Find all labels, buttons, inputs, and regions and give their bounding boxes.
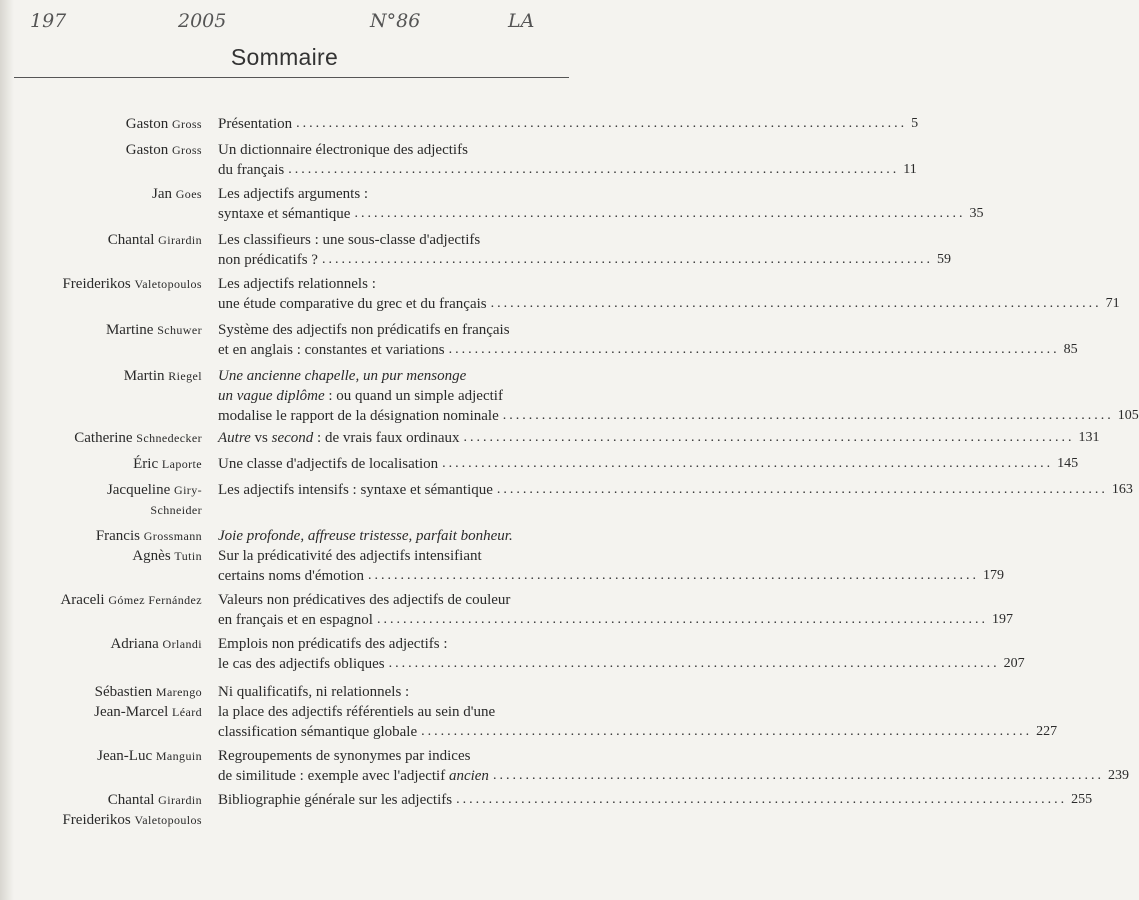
dot-leader-dots: ..............................................................................................	[456, 792, 1068, 807]
dot-leader-dots: ..............................................................................................	[388, 656, 1000, 671]
toc-article	[218, 428, 1100, 448]
article-title-line	[218, 428, 1100, 448]
toc-authors	[96, 526, 202, 566]
author-last-name: Riegel	[168, 369, 202, 383]
author-last-name: Tutin	[174, 549, 202, 563]
toc-article	[218, 590, 1013, 630]
author-name	[62, 790, 202, 810]
toc-article	[218, 454, 1079, 474]
article-title-text: modalise le rapport de la désignation nominale	[218, 408, 499, 424]
author-first-name: Catherine	[74, 430, 133, 446]
author-first-name: Gaston	[125, 142, 169, 158]
author-first-name: Martin	[123, 368, 165, 384]
author-name	[97, 746, 202, 766]
author-first-name: Araceli	[60, 592, 105, 608]
toc-authors	[62, 790, 202, 830]
author-last-name: Goes	[175, 187, 202, 201]
author-last-name: Valetopoulos	[134, 813, 202, 827]
author-first-name: Jean-Marcel	[94, 704, 169, 720]
article-title-text: le cas des adjectifs obliques	[218, 656, 385, 672]
toc-article	[218, 184, 984, 224]
article-title-text: Ni qualificatifs, ni relationnels :	[218, 684, 410, 700]
author-first-name: Chantal	[107, 232, 155, 248]
article-title-text: Les adjectifs arguments :	[218, 186, 369, 202]
article-title-text: la place des adjectifs référentiels au sein d'une	[218, 704, 496, 720]
author-name	[133, 454, 202, 474]
toc-authors	[133, 454, 202, 474]
article-title-line	[218, 480, 1133, 500]
article-title-line	[218, 114, 919, 134]
article-title-line	[218, 454, 1079, 474]
author-last-name: Schnedecker	[136, 431, 202, 445]
toc-article	[218, 140, 917, 180]
author-name	[107, 480, 202, 500]
author-name	[126, 114, 202, 134]
toc-authors	[152, 184, 202, 204]
dot-leader-dots: ..............................................................................................	[354, 206, 966, 221]
article-title-text: syntaxe et sémantique	[218, 206, 351, 222]
article-title-text: Joie profonde, affreuse tristesse, parfait bonheur.	[218, 528, 513, 544]
author-name	[110, 634, 202, 654]
article-title-text: en français et en espagnol	[218, 612, 373, 628]
author-first-name: Gaston	[125, 116, 169, 132]
title-rule	[14, 77, 569, 78]
article-title-line	[218, 682, 530, 702]
author-last-name: Girardin	[158, 233, 202, 247]
dot-leader-dots: ..............................................................................................	[296, 116, 908, 131]
page-title: Sommaire	[230, 44, 339, 70]
page-number: 131	[1078, 430, 1100, 445]
author-first-name: Jean-Luc	[97, 748, 153, 764]
author-name	[74, 428, 202, 448]
article-title-line	[218, 160, 917, 180]
author-name	[60, 590, 202, 610]
toc-article	[218, 526, 1005, 586]
article-title-line	[218, 320, 530, 340]
toc-authors	[74, 428, 202, 448]
author-last-name: Schneider	[150, 503, 202, 517]
dot-leader	[489, 766, 1108, 786]
dot-leader-dots: ..............................................................................................	[376, 612, 988, 627]
article-title-line	[218, 702, 530, 722]
author-name	[96, 526, 202, 546]
author-name	[106, 320, 202, 340]
author-first-name: Freiderikos	[62, 812, 131, 828]
article-title-line	[218, 140, 530, 160]
toc-article	[218, 634, 1025, 674]
author-first-name: Agnès	[132, 548, 171, 564]
toc-authors	[94, 682, 202, 722]
author-name	[62, 810, 202, 830]
dot-leader-dots: ..............................................................................................	[321, 252, 933, 267]
author-name	[96, 546, 202, 566]
article-title-line	[218, 590, 530, 610]
dot-leader-dots: ..............................................................................................	[421, 724, 1033, 739]
toc-authors	[126, 140, 202, 160]
article-title-text: non prédicatifs ?	[218, 252, 318, 268]
article-title-text: Une classe d'adjectifs de localisation	[218, 456, 439, 472]
author-last-name: Valetopoulos	[134, 277, 202, 291]
author-name	[62, 274, 202, 294]
dot-leader	[460, 428, 1079, 448]
toc-article	[218, 366, 1139, 426]
article-title-line	[218, 566, 1005, 586]
toc-article	[218, 274, 1120, 314]
toc-authors	[60, 590, 202, 610]
toc-article	[218, 480, 1133, 500]
article-title-text: Bibliographie générale sur les adjectifs	[218, 792, 453, 808]
article-title-text: certains noms d'émotion	[218, 568, 365, 584]
author-last-name: Marengo	[155, 685, 202, 699]
dot-leader	[417, 722, 1036, 742]
article-title-line	[218, 654, 1025, 674]
toc-authors	[62, 274, 202, 294]
author-name	[107, 500, 202, 520]
article-title-line	[218, 722, 1058, 742]
dot-leader-dots: ..............................................................................................	[496, 482, 1108, 497]
author-name	[108, 230, 202, 250]
author-first-name: Freiderikos	[62, 276, 131, 292]
author-first-name: Francis	[95, 528, 140, 544]
article-title-line	[218, 230, 530, 250]
article-title-line	[218, 790, 1093, 810]
page-number: 145	[1057, 456, 1079, 471]
article-title-text: une étude comparative du grec et du français	[218, 296, 487, 312]
author-name	[94, 682, 202, 702]
author-name	[152, 184, 202, 204]
article-title-text: classification sémantique globale	[218, 724, 418, 740]
author-last-name: Gómez Fernández	[108, 593, 202, 607]
dot-leader-dots: ..............................................................................................	[448, 342, 1060, 357]
toc-authors	[110, 634, 202, 654]
page-number: 11	[903, 162, 917, 177]
page-number: 35	[969, 206, 984, 221]
toc-article	[218, 790, 1093, 810]
author-last-name: Laporte	[161, 457, 202, 471]
page-edge-shadow	[0, 0, 14, 900]
page-number: 105	[1117, 408, 1139, 423]
author-last-name: Gross	[171, 117, 202, 131]
article-title-text: Valeurs non prédicatives des adjectifs de couleur	[218, 592, 511, 608]
article-title-text: Système des adjectifs non prédicatifs en français	[218, 322, 510, 338]
toc-authors	[126, 114, 202, 134]
author-name	[124, 366, 202, 386]
article-title-line	[218, 274, 530, 294]
article-title-line	[218, 526, 530, 546]
article-title-text: Les classifieurs : une sous-classe d'adjectifs	[218, 232, 481, 248]
dot-leader	[292, 114, 911, 134]
article-title-text: Autre vs second : de vrais faux ordinaux	[218, 430, 460, 446]
dot-leader-dots: ..............................................................................................	[502, 408, 1114, 423]
author-last-name: Giry-	[174, 483, 202, 497]
page-number: 197	[991, 612, 1013, 627]
article-title-text: Emplois non prédicatifs des adjectifs :	[218, 636, 448, 652]
page-number: 5	[911, 116, 919, 131]
toc-article	[218, 682, 1058, 742]
article-title-line	[218, 294, 1120, 314]
article-title-text: un vague diplôme : ou quand un simple adjectif	[218, 388, 503, 404]
article-title-text: Une ancienne chapelle, un pur mensonge	[218, 368, 467, 384]
toc-authors	[108, 230, 202, 250]
dot-leader	[350, 204, 969, 224]
article-title-text: Regroupements de synonymes par indices	[218, 748, 471, 764]
dot-leader-dots: ..............................................................................................	[368, 568, 980, 583]
page-number: 85	[1063, 342, 1078, 357]
toc-authors	[106, 320, 202, 340]
page-number: 179	[983, 568, 1005, 583]
author-last-name: Gross	[171, 143, 202, 157]
article-title-text: Sur la prédicativité des adjectifs intensifiant	[218, 548, 482, 564]
dot-leader	[385, 654, 1004, 674]
page-number: 59	[936, 252, 951, 267]
article-title-line	[218, 204, 984, 224]
author-first-name: Sébastien	[94, 684, 153, 700]
article-title-line	[218, 184, 530, 204]
page-number: 163	[1111, 482, 1133, 497]
author-first-name: Adriana	[110, 636, 159, 652]
dot-leader	[487, 294, 1106, 314]
article-title-text: et en anglais : constantes et variations	[218, 342, 445, 358]
article-title-line	[218, 546, 530, 566]
article-title-line	[218, 406, 1139, 426]
dot-leader-dots: ..............................................................................................	[463, 430, 1075, 445]
article-title-line	[218, 766, 1129, 786]
dot-leader-dots: ..............................................................................................	[492, 768, 1104, 783]
article-title-line	[218, 386, 530, 406]
dot-leader	[445, 340, 1064, 360]
author-name	[126, 140, 202, 160]
handwritten-note: LA	[508, 10, 535, 32]
article-title-text: Les adjectifs intensifs : syntaxe et sémantique	[218, 482, 493, 498]
handwritten-note: N°86	[370, 10, 421, 32]
author-first-name: Jan	[151, 186, 172, 202]
article-title-text: du français	[218, 162, 285, 178]
article-title-text: Un dictionnaire électronique des adjectifs	[218, 142, 468, 158]
handwritten-note: 2005	[178, 10, 227, 32]
toc-article	[218, 114, 919, 134]
toc-authors	[97, 746, 202, 766]
page-number: 207	[1003, 656, 1025, 671]
page-number: 71	[1105, 296, 1120, 311]
author-first-name: Jacqueline	[106, 482, 171, 498]
article-title-line	[218, 746, 530, 766]
author-last-name: Manguin	[155, 749, 202, 763]
dot-leader	[318, 250, 937, 270]
article-title-line	[218, 250, 951, 270]
author-last-name: Grossmann	[143, 529, 202, 543]
handwritten-note: 197	[30, 10, 67, 32]
article-title-text: Présentation	[218, 116, 293, 132]
article-title-line	[218, 340, 1078, 360]
dot-leader	[284, 160, 903, 180]
author-first-name: Éric	[133, 456, 159, 472]
page-number: 255	[1071, 792, 1093, 807]
article-title-text: de similitude : exemple avec l'adjectif ancien	[218, 768, 489, 784]
author-first-name: Martine	[105, 322, 154, 338]
article-title-text: Les adjectifs relationnels :	[218, 276, 376, 292]
toc-article	[218, 230, 951, 270]
dot-leader	[452, 790, 1071, 810]
page-number: 239	[1107, 768, 1129, 783]
dot-leader-dots: ..............................................................................................	[490, 296, 1102, 311]
article-title-line	[218, 634, 530, 654]
page-number: 227	[1036, 724, 1058, 739]
author-last-name: Girardin	[158, 793, 202, 807]
article-title-line	[218, 366, 530, 386]
dot-leader	[438, 454, 1057, 474]
author-last-name: Léard	[172, 705, 202, 719]
dot-leader	[373, 610, 992, 630]
dot-leader-dots: ..............................................................................................	[288, 162, 900, 177]
dot-leader-dots: ..............................................................................................	[442, 456, 1054, 471]
toc-article	[218, 746, 1129, 786]
author-name	[94, 702, 202, 722]
dot-leader	[364, 566, 983, 586]
dot-leader	[499, 406, 1118, 426]
toc-authors	[124, 366, 202, 386]
author-last-name: Schuwer	[157, 323, 202, 337]
toc-authors	[107, 480, 202, 520]
article-title-line	[218, 610, 1013, 630]
toc-article	[218, 320, 1078, 360]
author-first-name: Chantal	[107, 792, 155, 808]
author-last-name: Orlandi	[162, 637, 202, 651]
dot-leader	[493, 480, 1112, 500]
